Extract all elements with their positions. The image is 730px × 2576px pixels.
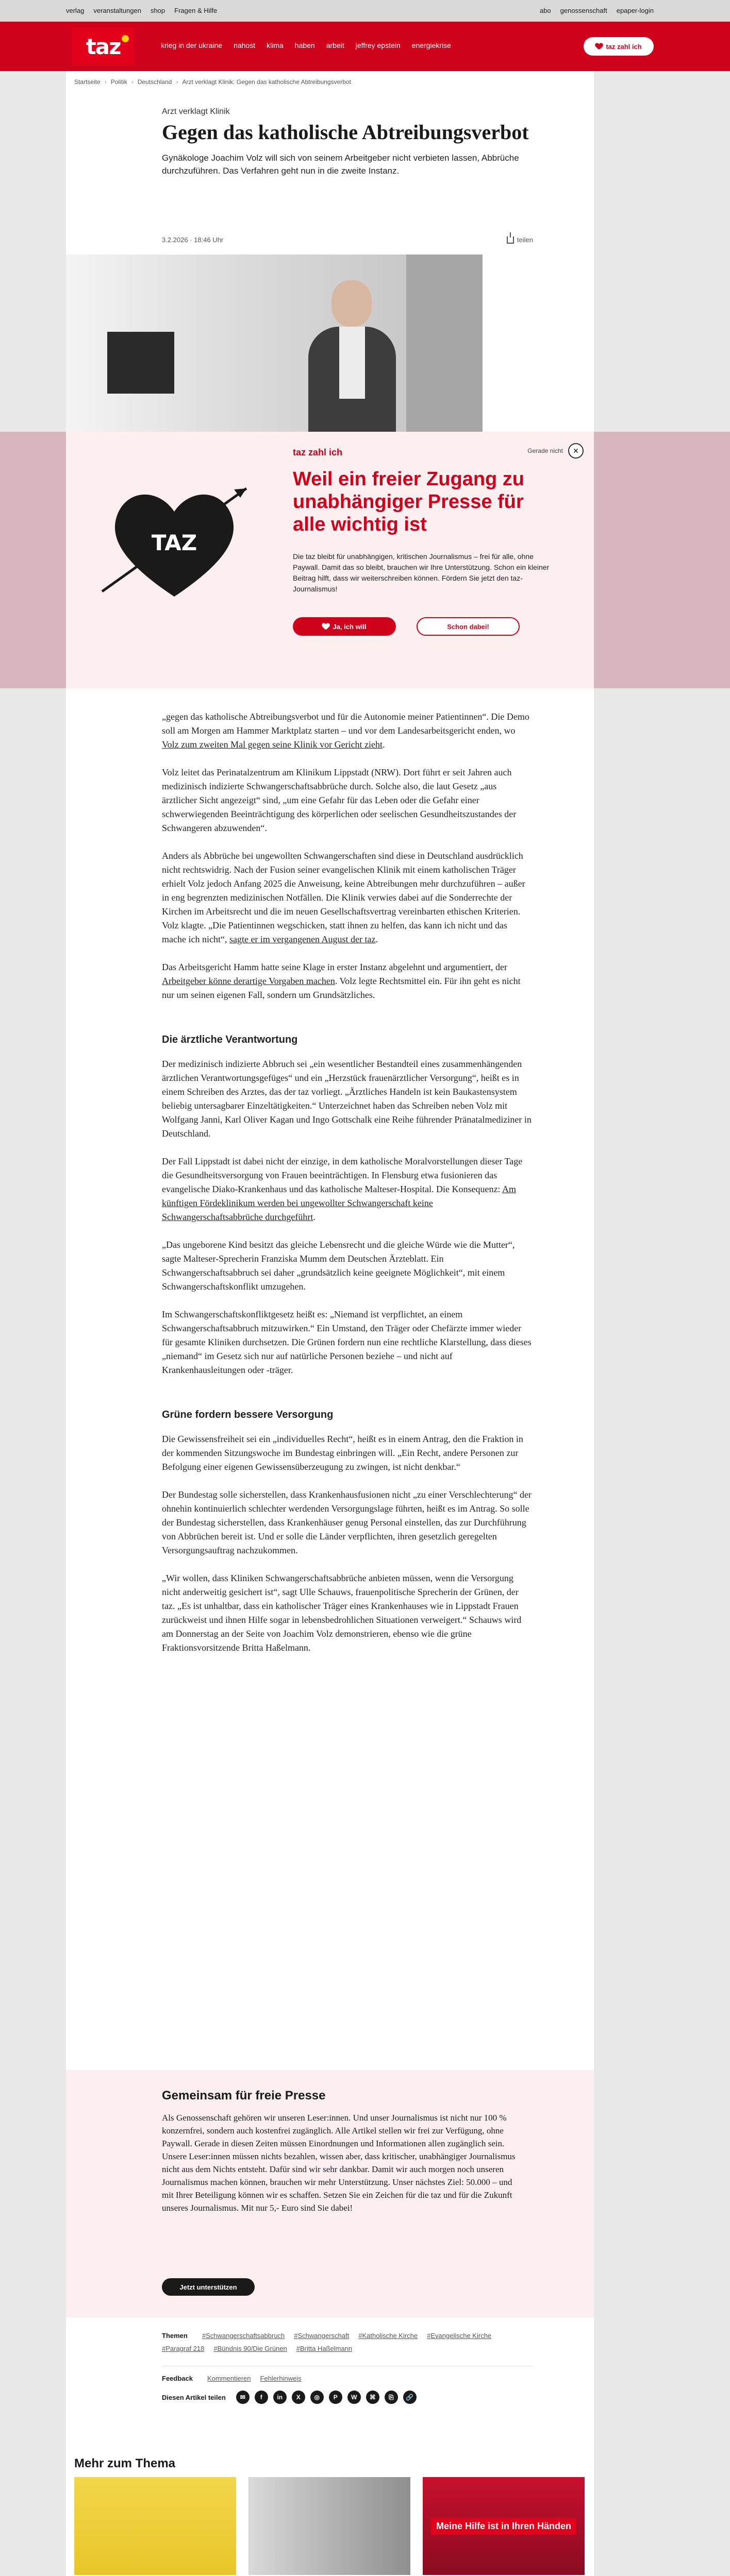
link-shop[interactable]: shop	[150, 7, 165, 14]
link-epaper-login[interactable]: epaper-login	[616, 7, 654, 14]
mastodon-icon[interactable]: ⌘	[366, 2391, 379, 2404]
breadcrumb-politik[interactable]: Politik	[110, 78, 127, 86]
subheading: Die ärztliche Verantwortung	[162, 1034, 298, 1045]
heart-icon	[595, 43, 603, 49]
breadcrumb-separator: ›	[104, 78, 107, 86]
more-teasers	[74, 2477, 586, 2576]
tag-link[interactable]: #Bündnis 90/Die Grünen	[213, 2345, 287, 2352]
paragraph: „gegen das katholische Abtreibungsverbot und für die Autonomie meiner Patientinnen“. Die Demo soll am Morgen am Hammer Marktplatz starten – und vor dem Landesarbeitsgericht enden, wo Volz zum zweiten Mal gegen seine Klinik vor Gericht zieht.	[162, 711, 529, 750]
copy-icon[interactable]: ⎘	[385, 2391, 398, 2404]
subheading: Grüne fordern bessere Versorgung	[162, 1409, 334, 1420]
teaser-image-pregnancy-test	[74, 2477, 236, 2575]
link-abo[interactable]: abo	[539, 7, 551, 14]
taz-logo[interactable]	[72, 28, 134, 65]
support-title: Gemeinsam für freie Presse	[162, 2089, 326, 2103]
paragraph: „Wir wollen, dass Kliniken Schwangerschaftsabbrüche anbieten müssen, wenn die Versorgung nicht anderweitig gesichert ist“, sagt Ulle Schauws, frauenpolitische Sprecherin der Grünen, der taz. „Es ist unhaltbar, dass ein katholischer Träger eines Krankenhauses wie in Lippstadt Frauen zurückweist und ihnen Hilfe sogar in lebensbedrohlichen Situationen verweigert.“ Schauws wird am Donnerstag an der Seite von Joachim Volz demonstrieren, ebenso wie die grüne Fraktionsvorsitzende Britta Haßelmann.	[162, 1573, 522, 1653]
taz-zahl-ich-button[interactable]	[584, 37, 654, 56]
breadcrumb-current: Arzt verklagt Klinik: Gegen das katholische Abtreibungsverbot	[182, 78, 351, 86]
email-icon[interactable]: ✉	[236, 2391, 250, 2404]
tag-link[interactable]: #Schwangerschaftsabbruch	[202, 2332, 285, 2340]
breadcrumb-deutschland[interactable]: Deutschland	[137, 78, 172, 86]
nav-epstein[interactable]: jeffrey epstein	[355, 41, 401, 49]
heart-text: TAZ	[151, 530, 197, 555]
article-kicker: Arzt verklagt Klinik	[162, 107, 230, 116]
paragraph: Das Arbeitsgericht Hamm hatte seine Klage in erster Instanz abgelehnt und argumentiert, der Arbeitgeber könne derartige Vorgaben machen. Volz legte Rechtsmittel ein. Für ihn geht es nicht nur um seinen eigenen Fall, sondern um Grundsätzliches.	[162, 962, 521, 1000]
heart-icon	[322, 623, 329, 630]
support-text: Als Genossenschaft gehören wir unseren Leser:innen. Und unser Journalismus ist nicht nur 100 % konzernfrei, sondern auch kostenfrei zugänglich. Alle Artikel stellen wir frei zur Verfügung, ohne Paywall. Gerade in diesen Zeiten müssen Einordnungen und Informationen allen zugänglich sein. Unsere Leser:innen müssen nichts bezahlen, wissen aber, dass kritischer, unabhängiger Journalismus nicht aus dem Nichts entsteht. Dafür sind wir sehr dankbar. Damit wir auch morgen noch unseren Journalismus machen können, brauchen wir mehr Unterstützung. Unser nächstes Ziel: 50.000 – und mit Ihrer Beteiligung können wir es schaffen. Setzen Sie ein Zeichen für die taz und für die Zukunft unseres Journalismus. Mit nur 5,- Euro sind Sie dabei!	[162, 2113, 516, 2213]
share-button[interactable]	[507, 236, 533, 244]
article-meta	[162, 236, 533, 244]
nav-energiekrise[interactable]: energiekrise	[411, 41, 451, 49]
paragraph: Der medizinisch indizierte Abbruch sei „ein wesentlicher Bestandteil eines zusammenhängenden ärztlichen Verantwortungsgefüges“ und ein „Herzstück frauenärztlicher Versorgung“, heißt es in einem Schreiben des Arztes, das der taz vorliegt. „Ärztliches Handeln ist kein Baukastensystem beliebig untersagbarer Einzeltätigkeiten.“ Unterzeichnet haben das Schreiben neben Volz mit Wolfgang Janni, Karl Oliver Kagan und Ingo Gottschalk eine Reihe führender Pränatalmediziner in Deutschland.	[162, 1059, 532, 1139]
tag-link[interactable]: #Evangelische Kirche	[427, 2332, 492, 2340]
nav-klima[interactable]: klima	[267, 41, 284, 49]
tag-link[interactable]: #Britta Haßelmann	[296, 2345, 353, 2352]
teaser-card[interactable]	[74, 2477, 236, 2576]
close-label[interactable]: Gerade nicht	[527, 447, 563, 454]
teaser-image-doctor	[248, 2477, 410, 2575]
share-row-label: Diesen Artikel teilen	[162, 2393, 226, 2401]
hero-person-head	[331, 280, 372, 327]
close-icon[interactable]: ×	[568, 443, 584, 459]
nav-arbeit[interactable]: arbeit	[326, 41, 344, 49]
nav-nahost[interactable]: nahost	[234, 41, 256, 49]
breadcrumb	[74, 78, 351, 86]
share-row	[162, 2391, 533, 2404]
teaser-card[interactable]	[423, 2477, 585, 2576]
breadcrumb-separator: ›	[176, 78, 178, 86]
paragraph: Die Gewissensfreiheit sei ein „individuelles Recht“, heißt es in einem Antrag, den die Fraktion in der kommenden Sitzungswoche im Bundestag einbringen will. „Ein Recht, andere Personen zur Befolgung einer eigenen Gewissensüberzeugung zu zwingen, ist nicht denkbar.“	[162, 1434, 523, 1472]
support-box	[66, 2070, 594, 2317]
link-genossenschaft[interactable]: genossenschaft	[560, 7, 607, 14]
site-header	[0, 22, 730, 71]
pay-label: taz zahl ich	[606, 42, 642, 50]
link-veranstaltungen[interactable]: veranstaltungen	[93, 7, 141, 14]
article-tags	[162, 2332, 533, 2404]
logo-text: taz	[86, 33, 121, 59]
teaser-card[interactable]	[248, 2477, 410, 2576]
tag-link[interactable]: #Paragraf 218	[162, 2345, 205, 2352]
yes-button[interactable]: Ja, ich will	[293, 617, 396, 636]
article-date: 3.2.2026 · 18:46 Uhr	[162, 236, 224, 244]
tag-link[interactable]: #Schwangerschaft	[294, 2332, 350, 2340]
overlay-text: Die taz bleibt für unabhängigen, kritischen Journalismus – frei für alle, ohne Paywall. Damit das so bleibt, brauchen wir Ihre Unterstützung. Schon ein kleiner Beitrag hilft, dass wir weiterschreiben können. Fördern Sie jetzt den taz-Journalismus!	[293, 552, 550, 593]
inline-link[interactable]: Arbeitgeber könne derartige Vorgaben machen	[162, 976, 335, 986]
support-button[interactable]: Jetzt unterstützen	[162, 2278, 255, 2296]
utility-links-right	[540, 7, 654, 14]
whatsapp-icon[interactable]: W	[347, 2391, 361, 2404]
nav-haben[interactable]: haben	[294, 41, 315, 49]
donation-overlay	[0, 432, 730, 688]
link-verlag[interactable]: verlag	[66, 7, 85, 14]
inline-link[interactable]: sagte er im vergangenen August der taz	[229, 934, 376, 944]
already-member-button[interactable]: Schon dabei!	[417, 617, 520, 636]
breadcrumb-separator: ›	[131, 78, 134, 86]
heart-arrow-illustration	[97, 463, 252, 617]
paragraph: Im Schwangerschaftskonfliktgesetz heißt es: „Niemand ist verpflichtet, an einem Schwangerschaftsabbruch mitzuwirken.“ Ein Umstand, den Träger oder Chefärzte immer wieder für gesamte Kliniken durchsetzen. Die Grünen fordern nun eine rechtliche Klarstellung, dass dieses „niemand“ im Gesetz sich nur auf natürliche Personen beziehe – und nicht auf Krankenhausleitungen oder -träger.	[162, 1309, 532, 1375]
link-hilfe[interactable]: Fragen & Hilfe	[174, 7, 218, 14]
article-teaser: Gynäkologe Joachim Volz will sich von seinem Arbeitgeber nicht verbieten lassen, Abbrüche durchzuführen. Das Verfahren geht nun in die zweite Instanz.	[162, 153, 519, 176]
article-header	[162, 107, 533, 177]
more-section-title: Mehr zum Thema	[74, 2456, 176, 2470]
donation-card	[66, 432, 594, 688]
nav-ukraine[interactable]: krieg in der ukraine	[161, 41, 223, 49]
overlay-brand: taz zahl ich	[293, 447, 343, 457]
paw-icon	[122, 35, 129, 42]
utility-bar	[0, 0, 730, 22]
linkedin-icon[interactable]: in	[273, 2391, 287, 2404]
tags-label: Themen	[162, 2332, 188, 2340]
bluesky-icon[interactable]: ◎	[310, 2391, 324, 2404]
hero-monitor	[107, 332, 174, 394]
tag-link[interactable]: #Katholische Kirche	[358, 2332, 418, 2340]
share-icon	[507, 236, 514, 244]
breadcrumb-home[interactable]: Startseite	[74, 78, 101, 86]
paragraph: Anders als Abbrüche bei ungewollten Schwangerschaften sind diese in Deutschland ausdrücklich nicht rechtswidrig. Nach der Fusion seiner evangelischen Klinik mit einem katholischen Träger erhielt Volz jedoch Anfang 2025 die Anweisung, keine Abtreibungen mehr durchzuführen – außer in eng begrenzten medizinischen Notfällen. Die Klinik verwies dabei auf die Sonderrechte der Kirchen im Arbeitsrecht und die im neuen Gesellschaftsvertrag vereinbarten ethischen Kriterien. Volz klagte. „Die Patientinnen wegschicken, statt ihnen zu helfen, das kann ich nicht und das mache ich nicht“, sagte er im vergangenen August der taz.	[162, 851, 525, 944]
feedback-label: Feedback	[162, 2375, 193, 2382]
paragraph: Der Bundestag solle sicherstellen, dass Krankenhausfusionen nicht „zu einer Verschlechterung“ der ohnehin kontinuierlich schlechter werdenden Versorgungslage führten, heißt es im Antrag. So solle der Bundestag sicherstellen, dass Krankenhäuser genug Personal einstellen, das zur Durchführung von Abbrüchen bereit ist. Und er solle die Länder verpflichten, ihren gesetzlich geregelten Versorgungsauftrag nachzukommen.	[162, 1489, 532, 1555]
protest-sign-text: Meine Hilfe ist in Ihren Händen	[431, 2518, 576, 2535]
error-report-link[interactable]: Fehlerhinweis	[260, 2375, 302, 2382]
facebook-icon[interactable]: f	[255, 2391, 268, 2404]
pinterest-icon[interactable]: P	[329, 2391, 342, 2404]
hero-person-shirt	[339, 327, 365, 399]
feedback-row	[162, 2375, 533, 2382]
article-body	[162, 710, 533, 1669]
paragraph: „Das ungeborene Kind besitzt das gleiche Lebensrecht und die gleiche Würde wie die Mutter“, sagte Malteser-Sprecherin Franziska Mumm dem Deutschen Ärzteblatt. Ein Schwangerschaftsabbruch sei daher „grundsätzlich keine geeignete Möglichkeit“, mit einem Schwangerschaftskonflikt umzugehen.	[162, 1240, 515, 1292]
inline-link[interactable]: Am künftigen Fördeklinikum werden bei ungewollter Schwangerschaft keine Schwangerschaftsabbrüche durchgeführt	[162, 1184, 516, 1222]
paragraph: Der Fall Lippstadt ist dabei nicht der einzige, in dem katholische Moralvorstellungen dieser Tage die Gesundheitsversorgung von Frauen beeinträchtigen. In Flensburg etwa fusionieren das evangelische Diako-Krankenhaus und das katholische Malteser-Hospital. Die Konsequenz: Am künftigen Fördeklinikum werden bei ungewollter Schwangerschaft keine Schwangerschaftsabbrüche durchgeführt.	[162, 1156, 523, 1222]
tag-row	[162, 2332, 533, 2352]
paragraph: Volz leitet das Perinatalzentrum am Klinikum Lippstadt (NRW). Dort führt er seit Jahren auch medizinisch indizierte Schwangerschaftsabbrüche durch. Solche also, die laut Gesetz „aus ärztlicher Sicht angezeigt“ sind, „um eine Gefahr für das Leben oder die Gefahr einer schwerwiegenden Beeinträchtigung des körperlichen oder seelischen Gesundheitszustandes der Schwangeren abzuwenden“.	[162, 767, 517, 833]
utility-links-left	[66, 7, 217, 14]
main-nav	[161, 41, 451, 49]
article-headline: Gegen das katholische Abtreibungsverbot	[162, 121, 529, 144]
link-icon[interactable]: 🔗	[403, 2391, 417, 2404]
inline-link[interactable]: Volz zum zweiten Mal gegen seine Klinik vor Gericht zieht	[162, 739, 383, 750]
comment-link[interactable]: Kommentieren	[207, 2375, 251, 2382]
teaser-image-protest	[423, 2477, 585, 2575]
share-label: teilen	[517, 236, 533, 244]
overlay-title: Weil ein freier Zugang zu unabhängiger Presse für alle wichtig ist	[293, 468, 525, 535]
x-icon[interactable]: X	[292, 2391, 305, 2404]
